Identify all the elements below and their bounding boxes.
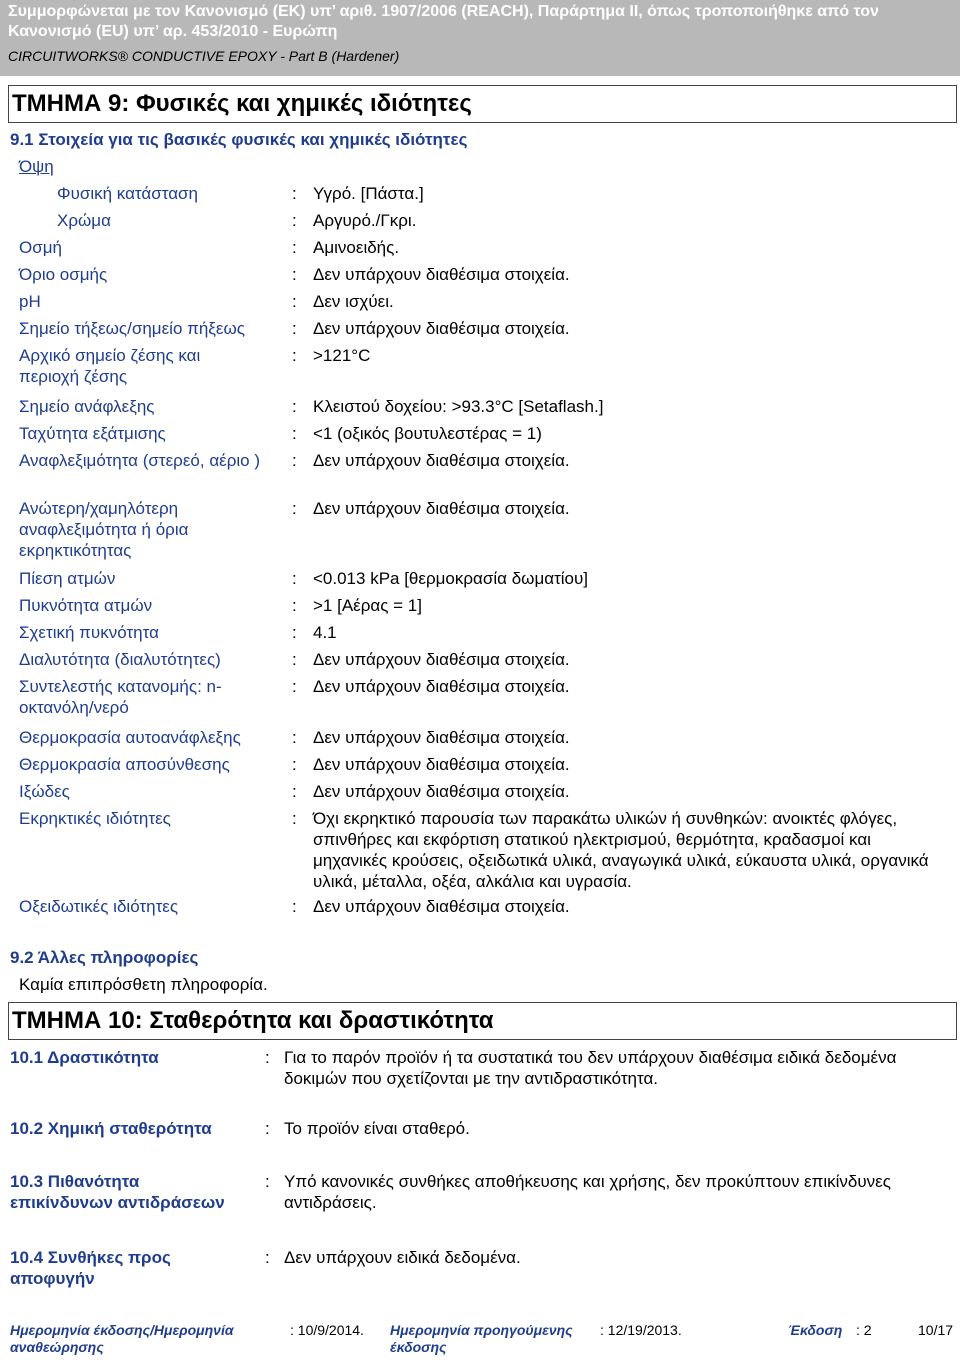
property-colon: :	[292, 397, 297, 416]
property-label: Φυσική κατάσταση	[57, 184, 198, 203]
property-label: Ιξώδες	[19, 782, 70, 801]
property-colon: :	[292, 211, 297, 230]
property-label: Πίεση ατμών	[19, 569, 116, 588]
property-label: Συντελεστής κατανομής: n-οκτανόλη/νερό	[19, 677, 222, 717]
section-10-colon: :	[265, 1048, 270, 1067]
document-header	[0, 0, 960, 76]
section-9-title: ΤΜΗΜΑ 9: Φυσικές και χημικές ιδιότητες	[8, 85, 957, 123]
section-10-colon: :	[265, 1248, 270, 1267]
property-value: >121°C	[313, 346, 371, 365]
property-value: Δεν υπάρχουν διαθέσιμα στοιχεία.	[313, 728, 570, 747]
section-10-value: Υπό κανονικές συνθήκες αποθήκευσης και χρήσης, δεν προκύπτουν επικίνδυνες αντιδράσεις.	[284, 1172, 891, 1212]
section-10-label: 10.1 Δραστικότητα	[10, 1048, 159, 1067]
property-colon: :	[292, 238, 297, 257]
property-value: Αμινοειδής.	[313, 238, 400, 257]
footer-page-number: 10/17	[918, 1322, 954, 1338]
property-colon: :	[292, 782, 297, 801]
property-colon: :	[292, 809, 297, 828]
property-label: Θερμοκρασία αυτοανάφλεξης	[19, 728, 241, 747]
property-colon: :	[292, 265, 297, 284]
section-10-title: ΤΜΗΜΑ 10: Σταθερότητα και δραστικότητα	[8, 1002, 957, 1040]
property-value: Δεν υπάρχουν διαθέσιμα στοιχεία.	[313, 319, 570, 338]
property-colon: :	[292, 346, 297, 365]
property-value: Δεν ισχύει.	[313, 292, 394, 311]
footer-issue-date-value: : 10/9/2014.	[290, 1322, 364, 1338]
property-label: Σημείο τήξεως/σημείο πήξεως	[19, 319, 245, 338]
property-label: Αναφλεξιμότητα (στερεό, αέριο )	[19, 451, 261, 470]
other-info-text: Καμία επιπρόσθετη πληροφορία.	[19, 975, 268, 994]
property-label: Οσμή	[19, 238, 62, 257]
property-colon: :	[292, 424, 297, 443]
property-value: Δεν υπάρχουν διαθέσιμα στοιχεία.	[313, 897, 570, 916]
regulation-text: Συμμορφώνεται με τον Κανονισμό (ΕΚ) υπ’ αριθ. 1907/2006 (REACH), Παράρτημα II, όπως τροποποιήθηκε από τον Κανονισμό (EU) υπ’ αρ. 453/2010 - Ευρώπη	[8, 3, 879, 40]
property-value: Δεν υπάρχουν διαθέσιμα στοιχεία.	[313, 499, 570, 518]
property-value: Δεν υπάρχουν διαθέσιμα στοιχεία.	[313, 265, 570, 284]
property-colon: :	[292, 755, 297, 774]
section-10-value: Για το παρόν προϊόν ή τα συστατικά του δεν υπάρχουν διαθέσιμα ειδικά δεδομένα δοκιμών που σχετίζονται με την αντιδραστικότητα.	[284, 1048, 897, 1088]
property-colon: :	[292, 677, 297, 696]
property-label: Σημείο ανάφλεξης	[19, 397, 155, 416]
property-value: Υγρό. [Πάστα.]	[313, 184, 424, 203]
property-value: 4.1	[313, 623, 337, 642]
subsection-9-2-title: 9.2 Άλλες πληροφορίες	[10, 948, 199, 967]
property-label: pH	[19, 292, 41, 311]
property-colon: :	[292, 569, 297, 588]
property-label: Ανώτερη/χαμηλότερη αναφλεξιμότητα ή όρια εκρηκτικότητας	[19, 499, 189, 560]
property-label: Χρώμα	[57, 211, 111, 230]
property-label: Εκρηκτικές ιδιότητες	[19, 809, 171, 828]
property-label: Ταχύτητα εξάτμισης	[19, 424, 166, 443]
property-colon: :	[292, 728, 297, 747]
property-colon: :	[292, 596, 297, 615]
property-colon: :	[292, 897, 297, 916]
section-10-colon: :	[265, 1172, 270, 1191]
property-value: Δεν υπάρχουν διαθέσιμα στοιχεία.	[313, 451, 570, 470]
property-value: Δεν υπάρχουν διαθέσιμα στοιχεία.	[313, 650, 570, 669]
property-value: Κλειστού δοχείου: >93.3°C [Setaflash.]	[313, 397, 604, 416]
property-label: Πυκνότητα ατμών	[19, 596, 153, 615]
property-label: Οξειδωτικές ιδιότητες	[19, 897, 179, 916]
property-colon: :	[292, 451, 297, 470]
property-value: <0.013 kPa [θερμοκρασία δωματίου]	[313, 569, 589, 588]
property-label: Όριο οσμής	[19, 265, 108, 284]
property-label: Αρχικό σημείο ζέσης και περιοχή ζέσης	[19, 346, 201, 386]
footer-issue-date-label: Ημερομηνία έκδοσης/Ημερομηνία αναθεώρησης	[10, 1322, 234, 1355]
section-10-label: 10.3 Πιθανότητα επικίνδυνων αντιδράσεων	[10, 1172, 225, 1212]
property-colon: :	[292, 623, 297, 642]
footer-previous-date-label: Ημερομηνία προηγούμενης έκδοσης	[390, 1322, 573, 1355]
property-value: >1 [Αέρας = 1]	[313, 596, 422, 615]
property-label: Σχετική πυκνότητα	[19, 623, 159, 642]
appearance-heading: Όψη	[19, 157, 54, 176]
footer-previous-date-value: : 12/19/2013.	[600, 1322, 682, 1338]
property-colon: :	[292, 292, 297, 311]
section-10-value: Το προϊόν είναι σταθερό.	[284, 1119, 470, 1138]
section-10-value: Δεν υπάρχουν ειδικά δεδομένα.	[284, 1248, 521, 1267]
property-value: Δεν υπάρχουν διαθέσιμα στοιχεία.	[313, 677, 570, 696]
property-value: Δεν υπάρχουν διαθέσιμα στοιχεία.	[313, 782, 570, 801]
property-value: Όχι εκρηκτικό παρουσία των παρακάτω υλικών ή συνθηκών: ανοικτές φλόγες, σπινθήρες και εκφόρτιση στατικού ηλεκτρισμού, θερμότητα, κραδασμοί και μηχανικές κρούσεις, οξειδωτικά υλικά, αναγωγικά υλικά, εύκαυστα υλικά, οργανικά υλικά, μέταλλα, οξέα, αλκάλια και υγρασία.	[313, 809, 929, 891]
product-name: CIRCUITWORKS® CONDUCTIVE EPOXY - Part B (Hardener)	[8, 48, 400, 64]
property-colon: :	[292, 499, 297, 518]
section-10-colon: :	[265, 1119, 270, 1138]
property-colon: :	[292, 184, 297, 203]
footer-version-value: : 2	[856, 1322, 872, 1338]
property-label: Διαλυτότητα (διαλυτότητες)	[19, 650, 221, 669]
property-value: Δεν υπάρχουν διαθέσιμα στοιχεία.	[313, 755, 570, 774]
property-label: Θερμοκρασία αποσύνθεσης	[19, 755, 230, 774]
property-value: <1 (οξικός βουτυλεστέρας = 1)	[313, 424, 542, 443]
property-colon: :	[292, 650, 297, 669]
footer-version-label: Έκδοση	[788, 1322, 843, 1338]
subsection-9-1-title: 9.1 Στοιχεία για τις βασικές φυσικές και χημικές ιδιότητες	[10, 130, 468, 149]
section-10-label: 10.2 Χημική σταθερότητα	[10, 1119, 212, 1138]
property-colon: :	[292, 319, 297, 338]
section-10-label: 10.4 Συνθήκες προς αποφυγήν	[10, 1248, 171, 1288]
property-value: Αργυρό./Γκρι.	[313, 211, 417, 230]
